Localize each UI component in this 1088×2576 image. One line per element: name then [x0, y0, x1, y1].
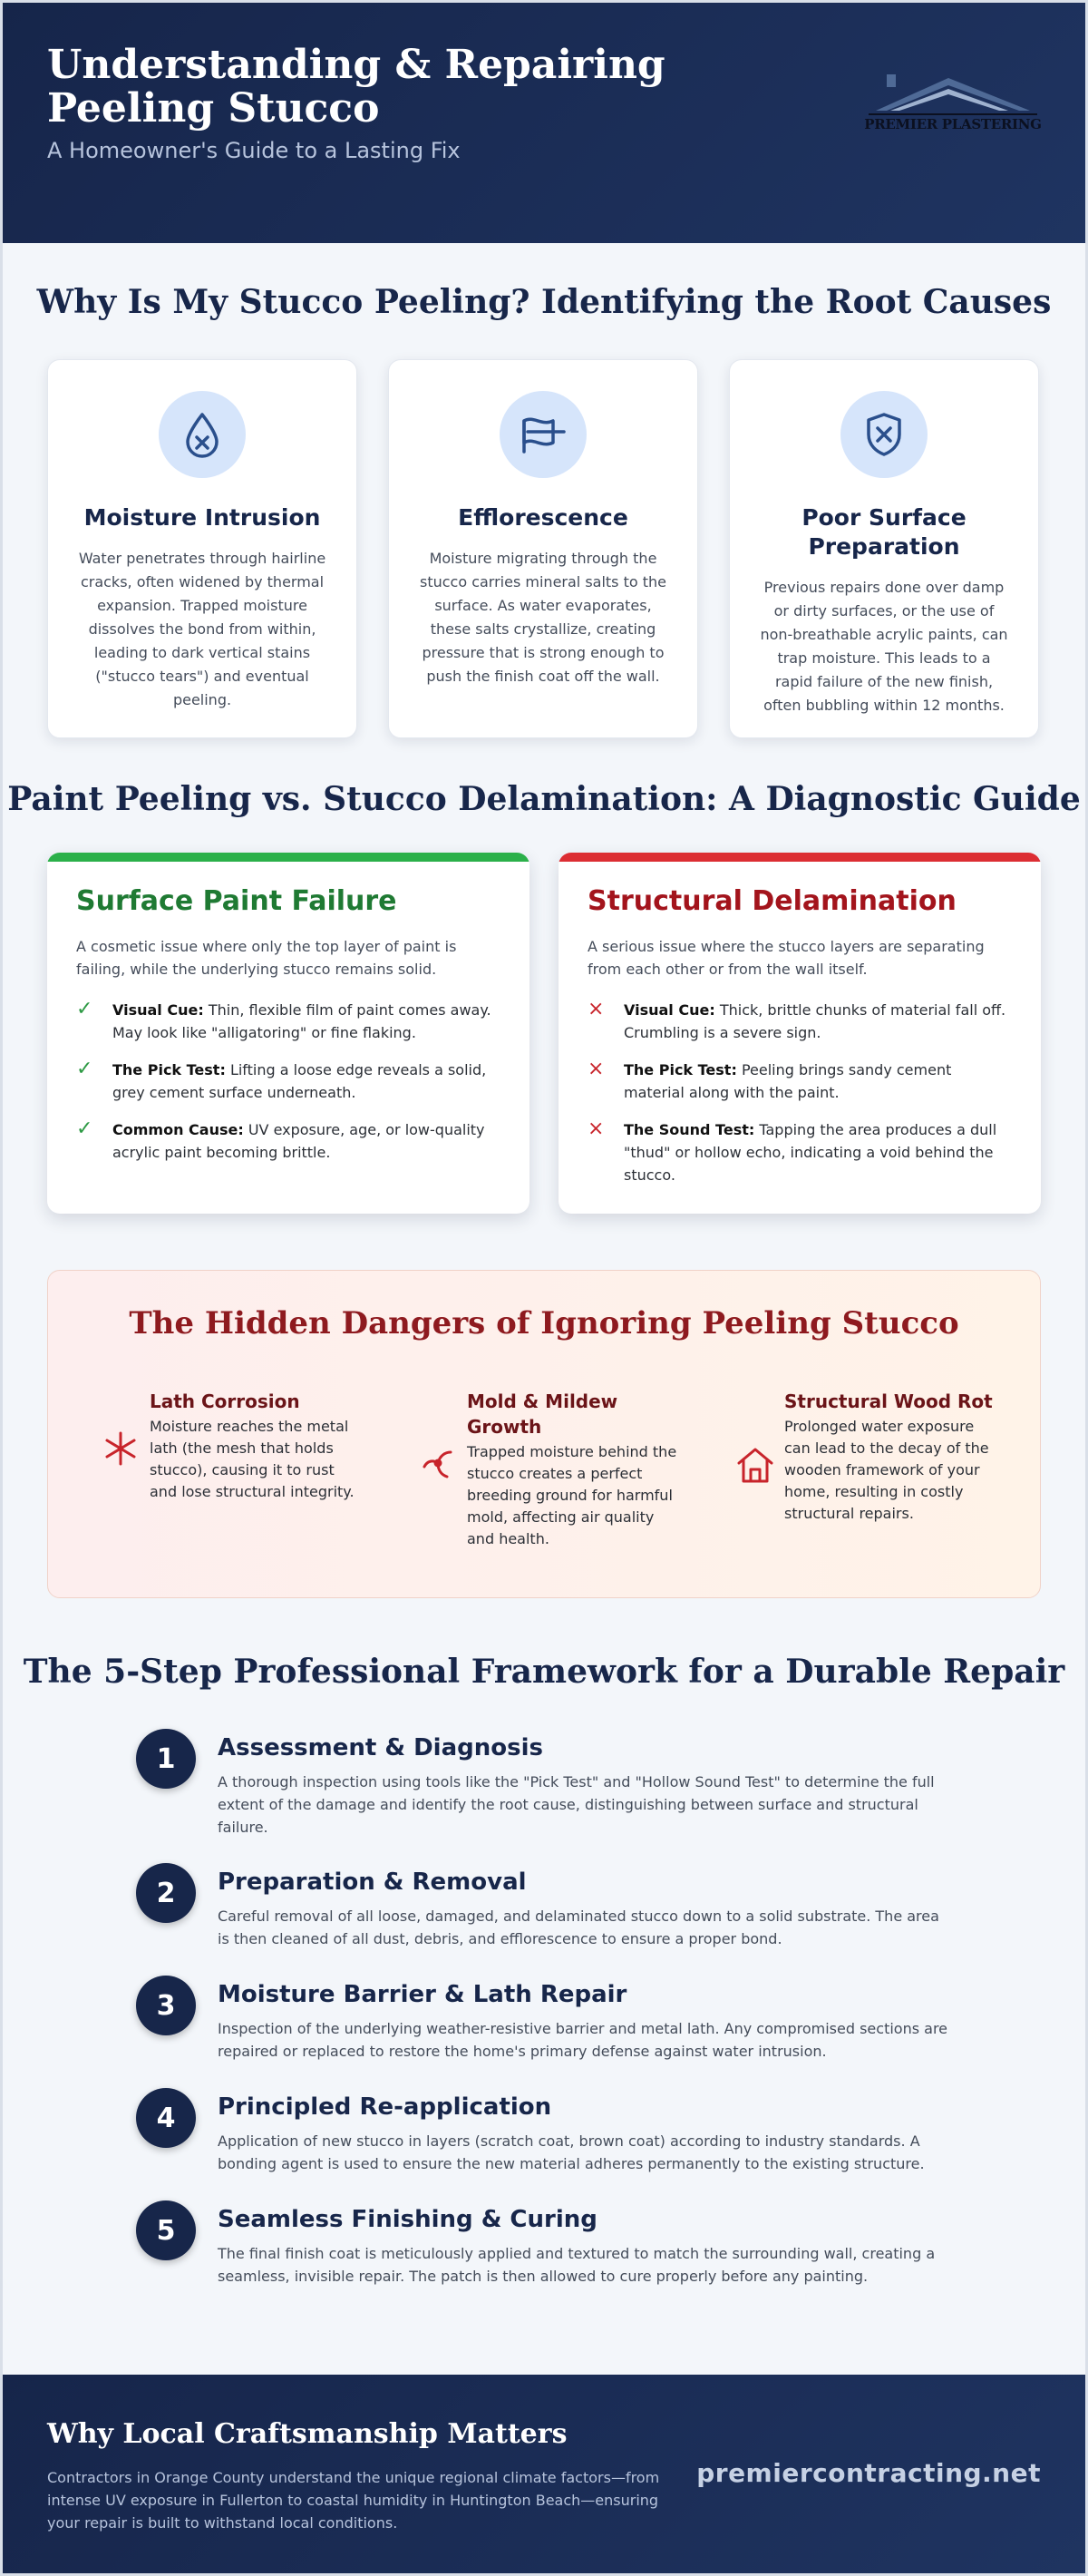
- danger-text: Prolonged water exposure can lead to the decay of the wooden framework of your home, resulting in costly structural repairs.: [784, 1418, 989, 1522]
- flag-wave-icon: [500, 391, 587, 478]
- house-icon: [726, 1389, 784, 1525]
- sign-list: [76, 999, 500, 1164]
- card-title: Surface Paint Failure: [76, 885, 397, 917]
- step-title: Assessment & Diagnosis: [218, 1734, 543, 1761]
- danger-text: Trapped moisture behind the stucco creates a perfect breeding ground for harmful mold, affecting air quality and health.: [467, 1443, 677, 1547]
- cause-card-efflorescence: [388, 359, 698, 738]
- roof-logo-icon: [860, 69, 1046, 123]
- step-number: 4: [136, 2088, 196, 2148]
- item-text: Thick, brittle chunks of material fall off. Crumbling is a severe sign.: [624, 1001, 1006, 1041]
- shield-x-icon: [840, 391, 928, 478]
- x-mark-icon: ×: [588, 998, 605, 1020]
- x-mark-icon: ×: [588, 1117, 605, 1140]
- card-accent-bar: [47, 853, 529, 862]
- card-accent-bar: [559, 853, 1041, 862]
- item-text: Tapping the area produces a dull "thud" or hollow echo, indicating a void behind the stucco.: [624, 1121, 997, 1184]
- biohazard-icon: [409, 1389, 467, 1550]
- hidden-dangers-panel: [47, 1270, 1041, 1598]
- item-label: Visual Cue:: [112, 1001, 204, 1019]
- item-label: The Sound Test:: [624, 1121, 755, 1138]
- item-text: UV exposure, age, or low-quality acrylic paint becoming brittle.: [112, 1121, 485, 1161]
- step-title: Preparation & Removal: [218, 1869, 527, 1896]
- x-mark-icon: ×: [588, 1058, 605, 1080]
- footer-text: Contractors in Orange County understand the unique regional climate factors—from intense UV exposure in Fullerton to coastal humidity in Huntington Beach—ensuring your repair is built to withstand local conditions.: [47, 2469, 660, 2532]
- structural-delamination-card: [559, 853, 1041, 1214]
- step-text: The final finish coat is meticulously applied and textured to match the surrounding wall, creating a seamless, invisible repair. The patch is then allowed to cure properly before any painting.: [218, 2245, 936, 2285]
- causes-section-title: Why Is My Stucco Peeling? Identifying the Root Causes: [36, 283, 1052, 321]
- logo-wordmark: PREMIER PLASTERING: [864, 116, 1042, 132]
- danger-item-mold: [409, 1389, 681, 1550]
- item-label: The Pick Test:: [112, 1061, 226, 1078]
- list-item: [76, 999, 500, 1044]
- list-item: [588, 1118, 1012, 1186]
- check-icon: ✓: [76, 1117, 93, 1140]
- page-footer: [0, 2375, 1088, 2576]
- card-intro: A cosmetic issue where only the top layer of paint is failing, while the underlying stucco remains solid.: [76, 938, 457, 978]
- dangers-title: The Hidden Dangers of Ignoring Peeling Stucco: [129, 1305, 959, 1342]
- danger-item-wood-rot: [726, 1389, 998, 1525]
- page-subtitle: A Homeowner's Guide to a Lasting Fix: [47, 138, 461, 163]
- item-label: Visual Cue:: [624, 1001, 715, 1019]
- check-icon: ✓: [76, 1058, 93, 1080]
- danger-text: Moisture reaches the metal lath (the mesh that holds stucco), causing it to rust and lose structural integrity.: [150, 1418, 355, 1500]
- water-drop-x-icon: [159, 391, 246, 478]
- page-header: [0, 0, 1088, 243]
- danger-title: Lath Corrosion: [150, 1390, 300, 1412]
- cause-title: Poor Surface Preparation: [801, 504, 967, 560]
- item-text: Peeling brings sandy cement material along with the paint.: [624, 1061, 952, 1101]
- item-label: Common Cause:: [112, 1121, 244, 1138]
- page-title: Understanding & Repairing Peeling Stucco: [47, 42, 665, 132]
- list-item: [588, 999, 1012, 1044]
- asterisk-corrosion-icon: [92, 1389, 150, 1503]
- sign-list: [588, 999, 1012, 1186]
- step-text: A thorough inspection using tools like the "Pick Test" and "Hollow Sound Test" to determine the full extent of the damage and identify the root cause, distinguishing between surface and structural failure.: [218, 1773, 935, 1836]
- item-label: The Pick Test:: [624, 1061, 737, 1078]
- step-number: 3: [136, 1976, 196, 2035]
- footer-title: Why Local Craftsmanship Matters: [47, 2418, 568, 2450]
- step-title: Principled Re-application: [218, 2093, 552, 2121]
- cause-card-preparation: [729, 359, 1039, 738]
- step-text: Inspection of the underlying weather-resistive barrier and metal lath. Any compromised sections are repaired or replaced to restore the home's primary defense against water intrusion.: [218, 2020, 948, 2060]
- cause-text: Moisture migrating through the stucco carries mineral salts to the surface. As water evaporates, these salts crystallize, creating pressure that is strong enough to push the finish coat off the wall.: [419, 550, 667, 685]
- website-link[interactable]: premiercontracting.net: [696, 2458, 1041, 2488]
- cause-title: Efflorescence: [458, 504, 628, 531]
- card-intro: A serious issue where the stucco layers are separating from each other or from the wall itself.: [588, 938, 985, 978]
- step-number: 1: [136, 1729, 196, 1789]
- list-item: [76, 1059, 500, 1104]
- step-text: Careful removal of all loose, damaged, and delaminated stucco down to a solid substrate. The area is then cleaned of all dust, debris, and efflorescence to ensure a proper bond.: [218, 1908, 939, 1947]
- surface-paint-failure-card: [47, 853, 529, 1214]
- item-text: Thin, flexible film of paint comes away. May look like "alligatoring" or fine flaking.: [112, 1001, 491, 1041]
- danger-item-lath-corrosion: [92, 1389, 364, 1503]
- list-item: [76, 1118, 500, 1164]
- diagnostic-section-title: Paint Peeling vs. Stucco Delamination: A Diagnostic Guide: [7, 780, 1081, 818]
- list-item: [588, 1059, 1012, 1104]
- check-icon: ✓: [76, 998, 93, 1020]
- step-number: 5: [136, 2200, 196, 2260]
- step-number: 2: [136, 1863, 196, 1923]
- cause-text: Previous repairs done over damp or dirty surfaces, or the use of non-breathable acrylic paints, can trap moisture. This leads to a rapid failure of the new finish, often bubbling within 12 months.: [760, 579, 1008, 714]
- cause-text: Water penetrates through hairline cracks, often widened by thermal expansion. Trapped moisture dissolves the bond from within, leading to dark vertical stains ("stucco tears") and eventual peeling.: [78, 550, 326, 708]
- step-title: Seamless Finishing & Curing: [218, 2206, 597, 2233]
- cause-card-moisture: [47, 359, 357, 738]
- company-logo: [860, 69, 1046, 145]
- step-text: Application of new stucco in layers (scratch coat, brown coat) according to industry standards. A bonding agent is used to ensure the new material adheres permanently to the existing structure.: [218, 2132, 925, 2172]
- danger-title: Mold & Mildew Growth: [467, 1390, 618, 1438]
- danger-title: Structural Wood Rot: [784, 1390, 993, 1412]
- card-title: Structural Delamination: [588, 885, 957, 917]
- step-title: Moisture Barrier & Lath Repair: [218, 1981, 627, 2008]
- item-text: Lifting a loose edge reveals a solid, grey cement surface underneath.: [112, 1061, 487, 1101]
- framework-section-title: The 5-Step Professional Framework for a Durable Repair: [23, 1653, 1065, 1691]
- cause-title: Moisture Intrusion: [83, 504, 321, 531]
